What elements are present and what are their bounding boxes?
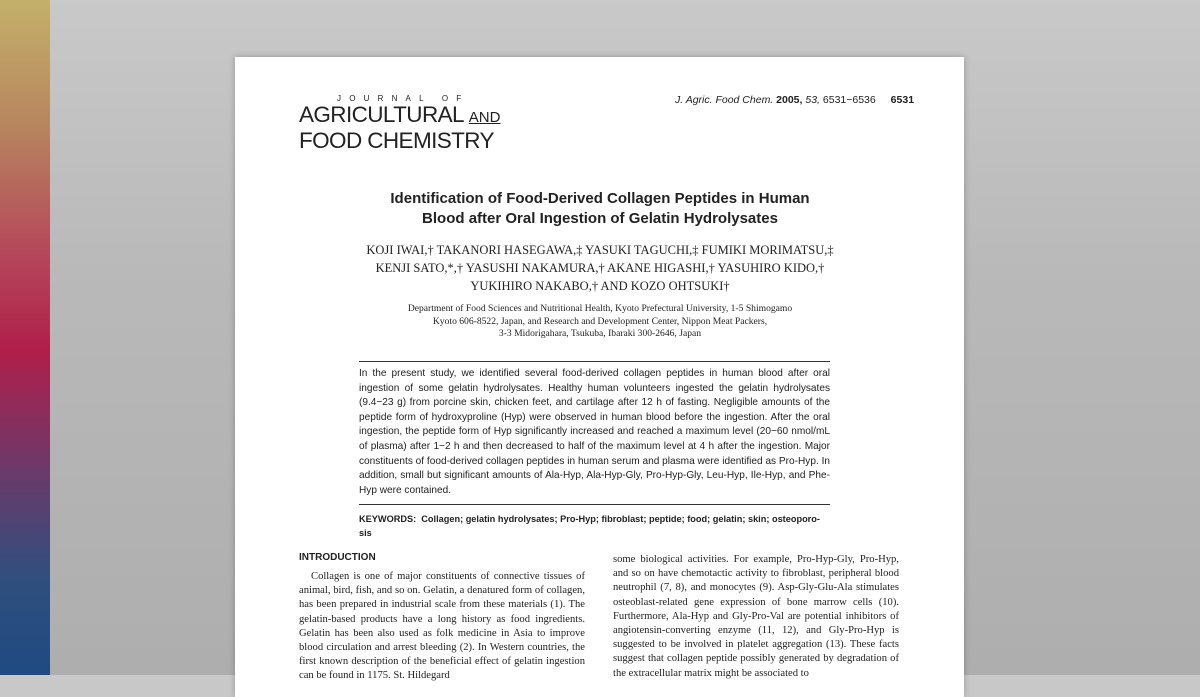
title-line-2: Blood after Oral Ingestion of Gelatin Hydrolysates: [422, 210, 778, 227]
citation: [675, 94, 915, 106]
authors: [335, 241, 865, 295]
affiliation-line-1: Department of Food Sciences and Nutritional Health, Kyoto Prefectural University, 1-5 Shimogamo: [407, 303, 793, 314]
authors-line-1: KOJI IWAI,† TAKANORI HASEGAWA,‡ YASUKI TAGUCHI,‡ FUMIKI MORIMATSU,‡: [366, 243, 834, 257]
citation-pages: 6531−6536: [822, 94, 876, 106]
journal-logo-line2: FOOD CHEMISTRY: [299, 128, 494, 153]
paper-title: [335, 189, 865, 229]
left-column: [299, 552, 585, 684]
introduction-right-text: some biological activities. For example, Pro-Hyp-Gly, Pro-Hyp, and so on have chemotactic activity to fibroblast, peripheral blood neutrophil (7, 8), and monocytes (9). Asp-Gly-Glu-Ala stimulates osteoblast-related gene expression of bone marrow cells (10). Furthermore, Ala-Hyp and Gly-Pro-Val are potential inhibitors of angiotensin-converting enzyme (11, 12), and Gly-Pro-Hyp is suggested to be involved in platelet aggregation (13). These facts suggest that collagen peptide possibly generated by degradation of the extracellular matrix might be associated to: [613, 554, 899, 679]
affiliation-line-3: 3-3 Midorigahara, Tsukuba, Ibaraki 300-2646, Japan: [498, 328, 702, 339]
keywords: [359, 512, 830, 540]
keywords-text: Collagen; gelatin hydrolysates; Pro-Hyp; fibroblast; peptide; food; gelatin; skin; osteoporo-sis: [359, 514, 820, 538]
citation-volume: 53,: [805, 94, 820, 106]
keywords-label: KEYWORDS:: [359, 514, 417, 524]
affiliation-line-2: Kyoto 606-8522, Japan, and Research and Development Center, Nippon Meat Packers,: [432, 315, 768, 327]
introduction-left-text: Collagen is one of major constituents of connective tissues of animal, bird, fish, and so on. Gelatin, a denatured form of collagen, has been prepared in industrial scale from these materials (1). The gelatin-based products have a long history as food ingredients. Gelatin has been also used as folk medicine in Asia to improve blood circulation and arrest bleeding (2). In Western countries, the first known description of the beneficial effect of gelatin ingestion can be found in 1175. St. Hildegard: [299, 571, 585, 682]
right-column: [613, 553, 899, 681]
introduction-heading: INTRODUCTION: [299, 552, 376, 563]
journal-logo-and: AND: [468, 109, 501, 126]
title-line-1: Identification of Food-Derived Collagen Peptides in Human: [390, 190, 810, 207]
paper-page: [235, 57, 964, 697]
page-number: 6531: [890, 94, 915, 106]
journal-logo-line1: AGRICULTURAL: [299, 102, 464, 127]
citation-year: 2005,: [776, 94, 803, 106]
affiliation: [335, 303, 865, 341]
abstract-text: In the present study, we identified several food-derived collagen peptides in human blood after oral ingestion of some gelatin hydrolysates. Healthy human volunteers ingested the gelatin hydrolysates (9.4−23 g) from porcine skin, chicken feet, and cartilage after 12 h of fasting. Negligible amounts of the peptide form of hydroxyproline (Hyp) were observed in human blood before the ingestion. After the oral ingestion, the peptide form of Hyp significantly increased and reached a maximum level (20−60 nmol/mL of plasma) after 1−2 h and then decreased to half of the maximum level at 4 h after the ingestion. Major constituents of food-derived collagen peptides in human serum and plasma were identified as Pro-Hyp. In addition, small but significant amounts of Ala-Hyp, Ala-Hyp-Gly, Pro-Hyp-Gly, Leu-Hyp, Ile-Hyp, and Phe-Hyp were contained.: [359, 368, 830, 496]
authors-line-3: YUKIHIRO NAKABO,† AND KOZO OHTSUKI†: [470, 279, 730, 293]
background-color-strip: [0, 0, 50, 675]
journal-logo-small: JOURNAL OF: [337, 94, 470, 103]
journal-logo: [299, 94, 499, 153]
abstract-box: [359, 361, 830, 505]
citation-journal: J. Agric. Food Chem.: [675, 94, 774, 106]
authors-line-2: KENJI SATO,*,† YASUSHI NAKAMURA,† AKANE HIGASHI,† YASUHIRO KIDO,†: [375, 261, 825, 275]
